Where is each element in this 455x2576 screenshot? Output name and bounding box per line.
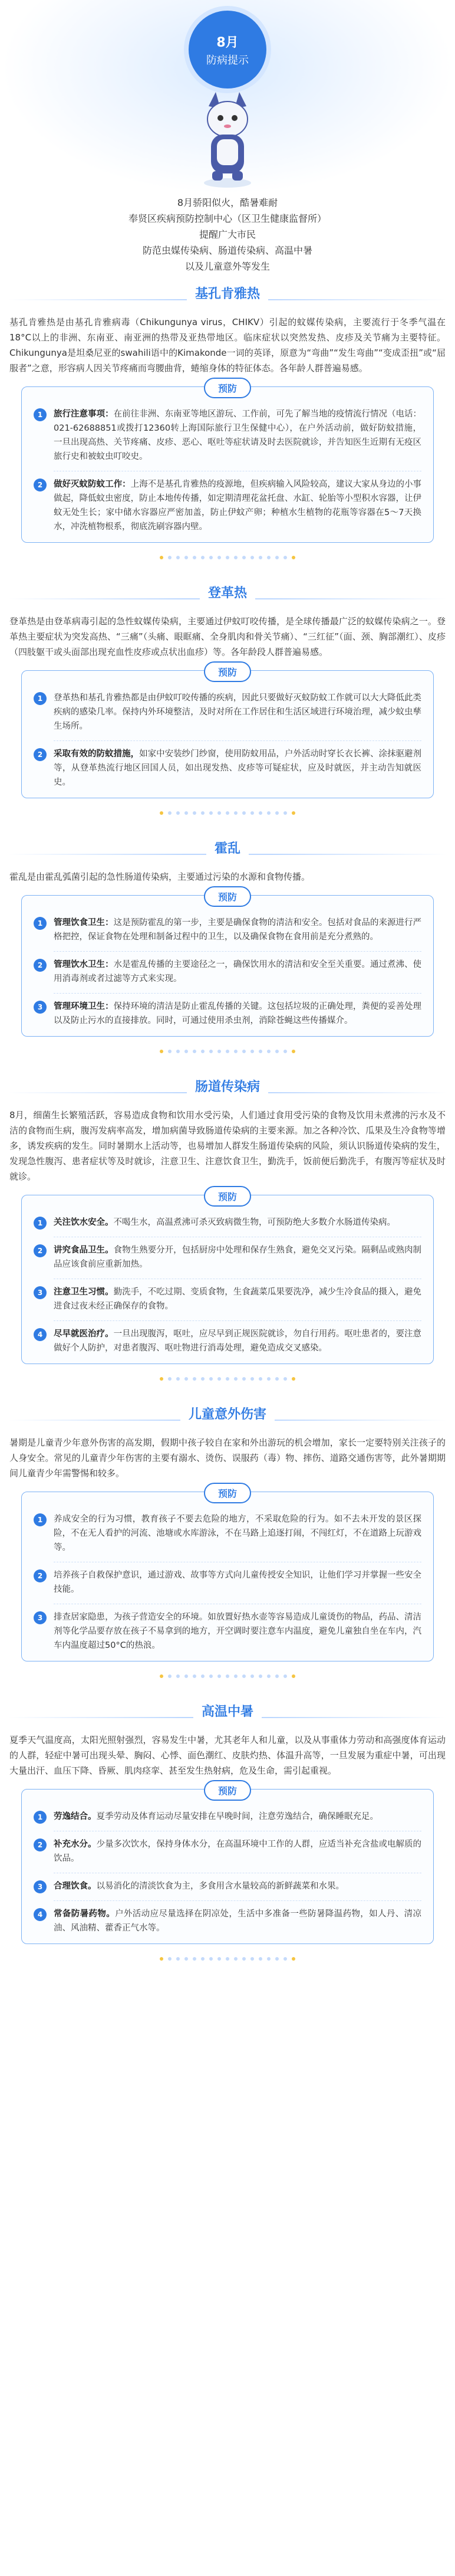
item-key: 注意卫生习惯。 — [54, 1287, 114, 1297]
item-key: 关注饮水安全。 — [54, 1218, 114, 1227]
hero-text — [0, 195, 455, 274]
item-number-icon: 1 — [34, 408, 47, 421]
prevention-box — [21, 892, 434, 1037]
section-title: 儿童意外伤害 — [180, 1403, 275, 1427]
prevention-item — [34, 916, 421, 944]
prevention-item — [34, 407, 421, 464]
item-key: 管理环境卫生： — [54, 1002, 114, 1011]
section-title: 霍乱 — [206, 837, 249, 861]
section — [8, 573, 447, 829]
prevention-item — [34, 1327, 421, 1355]
prevention-tag: 预防 — [204, 378, 251, 398]
prevention-tag: 预防 — [204, 1186, 251, 1207]
item-number-icon: 1 — [34, 917, 47, 930]
prevention-item — [34, 1512, 421, 1555]
item-text — [54, 1327, 421, 1355]
mascot-illustration — [194, 89, 261, 189]
item-number-icon: 2 — [34, 479, 47, 491]
prevention-list — [34, 1215, 421, 1355]
section-title: 肠道传染病 — [187, 1076, 268, 1099]
item-number-icon: 4 — [34, 1328, 47, 1341]
item-number-icon: 2 — [34, 1244, 47, 1257]
item-body: 在前往非洲、东南亚等地区游玩、工作前，可先了解当地的疫情流行情况（电话：021-62688851或拨打12360转上海国际旅行卫生保健中心），在户外活动前，做好防蚊措施，一旦出现高热、关节疼痛、皮疹、恶心、呕吐等症状请及时去医院就诊，并告知医生近期有无疫区旅行史和被蚊虫叮咬史。 — [54, 409, 422, 461]
item-divider — [54, 1320, 421, 1321]
item-text — [54, 1879, 344, 1893]
section — [8, 1067, 447, 1395]
section-divider-dots — [8, 556, 447, 559]
prevention-item — [34, 1610, 421, 1653]
item-number-icon: 2 — [34, 748, 47, 761]
item-body: 登革热和基孔肯雅热都是由伊蚊叮咬传播的疾病，因此只要做好灭蚊防蚊工作就可以大大降低此类疾病的感染几率。保持内外环境整洁，及时对所在工作居住和生活区域进行环境治理，减少蚊虫孳生场所。 — [54, 693, 421, 731]
item-key: 常备防暑药物。 — [54, 1909, 116, 1919]
item-key: 合理饮食。 — [54, 1882, 97, 1891]
prevention-list — [34, 407, 421, 534]
item-key: 管理饮水卫生： — [54, 960, 114, 969]
prevention-item — [34, 1810, 421, 1824]
item-body: 户外活动应尽量选择在阴凉处，生活中多准备一些防暑降温药物，如人丹、清凉油、风油精、藿香正气水等。 — [54, 1909, 421, 1933]
section-intro: 基孔肯雅热是由基孔肯雅病毒（Chikungunya virus，CHIKV）引起的蚊媒传染病，主要流行于冬季气温在18°C以上的非洲、东南亚、南亚洲的热带及亚热带地区。临床症状以突然发热、皮疹及关节痛为主要特征。Chikungunya是坦桑尼亚的swahili语中的Kimakonde一词的英译，原意为“弯曲”“发生弯曲”“变成歪扭”或“屈服者”之意，形容病人因关节疼痛而弯腰曲背，蜷缩身体的特征体态。各年龄人群普遍易感。 — [9, 317, 446, 373]
item-key: 尽早就医治疗。 — [54, 1329, 114, 1339]
section-title-bar — [8, 1076, 447, 1099]
section-divider-dots — [8, 1674, 447, 1678]
prevention-list — [34, 691, 421, 789]
section-intro: 夏季天气温度高，太阳光照射强烈，容易发生中暑，尤其老年人和儿童，以及从事重体力劳动和高强度体育运动的人群，轻症中暑可出现头晕、胸闷、心悸、面色潮红、皮肤灼热、体温升高等，一旦发展为重症中暑，可出现大量出汗、血压下降、昏厥、肌肉痉挛、甚至发生热射病，危及生命，需引起重视。 — [9, 1735, 446, 1776]
hero-line: 提醒广大市民 — [199, 229, 256, 240]
section-intro: 暑期是儿童青少年意外伤害的高发期，假期中孩子较自在家和外出游玩的机会增加，家长一定要特别关注孩子的人身安全。常见的儿童青少年伤害的主要有溺水、烫伤、误服药（毒）物、摔伤、道路交通伤害等，此外暑期期间儿童青少年需警惕和较多。 — [9, 1437, 446, 1479]
item-number-icon: 3 — [34, 1001, 47, 1014]
prevention-item — [34, 1285, 421, 1313]
item-number-icon: 3 — [34, 1286, 47, 1299]
item-body: 上海不是基孔肯雅热的疫源地，但疾病输入风险较高，建议大家从身边的小事做起，降低蚊虫密度，防止本地传传播，如定期清理花盆托盘、水缸、轮胎等小型积水容器，让伊蚊无处生长；家中储水容器应严密加盖，防止伊蚊产卵；种植水生植物的花瓶等容器在5～7天换水，冲洗植物根系，彻底洗刷容器内壁。 — [54, 480, 421, 532]
item-key: 采取有效的防蚊措施， — [54, 749, 140, 759]
item-body: 勤洗手，不吃过期、变质食物，生食蔬菜瓜果要洗净，减少生冷食品的摄入，避免进食过夜未经正确保存的食物。 — [54, 1287, 422, 1311]
prevention-item — [34, 1837, 421, 1866]
item-body: 不喝生水，高温煮沸可杀灭致病微生物，可预防绝大多数介水肠道传染病。 — [113, 1218, 395, 1227]
item-body: 夏季劳动及体育运动尽量安排在早晚时间，注意劳逸结合，确保睡眠充足。 — [96, 1812, 378, 1821]
section-title: 基孔肯雅热 — [187, 283, 268, 306]
hero-line: 奉贤区疾病预防控制中心（区卫生健康监督所） — [128, 213, 327, 224]
month-badge — [189, 11, 266, 89]
item-number-icon: 1 — [34, 1513, 47, 1526]
section-divider-dots — [8, 1377, 447, 1381]
item-body: 水是霍乱传播的主要途径之一，确保饮用水的清洁和安全至关重要。通过煮沸、使用消毒剂或者过滤等方式来实现。 — [54, 960, 422, 984]
section — [8, 829, 447, 1067]
prevention-box — [21, 1191, 434, 1364]
item-number-icon: 1 — [34, 1811, 47, 1824]
item-number-icon: 2 — [34, 959, 47, 972]
hero-header — [0, 0, 455, 195]
item-number-icon: 2 — [34, 1838, 47, 1851]
item-body: 保持环境的清洁是防止霍乱传播的关键。这包括垃圾的正确处理，粪便的妥善处理以及防止污水的直接排放。同时，可通过使用杀虫剂，消除苍蝇这些传播媒介。 — [54, 1002, 422, 1025]
item-number-icon: 3 — [34, 1880, 47, 1893]
prevention-item — [34, 1879, 421, 1893]
prevention-item — [34, 1243, 421, 1271]
hero-line: 以及儿童意外等发生 — [184, 261, 270, 272]
item-text — [54, 1907, 421, 1935]
item-text — [54, 1610, 421, 1653]
badge-month: 8月 — [216, 35, 239, 50]
hero-line: 8月骄阳似火，酷暑难耐 — [177, 197, 278, 208]
section-intro: 8月，细菌生长繁殖活跃，容易造成食物和饮用水受污染，人们通过食用受污染的食物及饮用未煮沸的污水及不洁的食物而生病，腹泻发病率高发，增加病菌导致肠道传染病的主要来源。加之各种冷饮、瓜果及生冷食物等增多，诱发疾病的发生。同时暑期水上活动等，也易增加人群发生肠道传染病的风险，须认识肠道传染病的发生，发现急性腹泻、患者症状等及时就诊，注意卫生、注意饮食卫生，勤洗手，饭前便后勤洗手，有腹泻等症状及时就诊。 — [9, 1110, 446, 1182]
section — [8, 1692, 447, 1975]
section-title-bar — [8, 1700, 447, 1724]
section — [8, 274, 447, 573]
item-text — [54, 477, 421, 534]
item-body: 少量多次饮水，保持身体水分，在高温环境中工作的人群，应适当补充含盐或电解质的饮品。 — [54, 1840, 421, 1863]
prevention-list — [34, 1810, 421, 1935]
prevention-box — [21, 383, 434, 543]
item-number-icon: 1 — [34, 1217, 47, 1230]
item-number-icon: 1 — [34, 692, 47, 705]
prevention-tag: 预防 — [204, 1780, 251, 1801]
prevention-item — [34, 747, 421, 789]
prevention-item — [34, 1568, 421, 1597]
item-body: 以易消化的清淡饮食为主，多食用含水量较高的新鲜蔬菜和水果。 — [96, 1882, 344, 1891]
item-key: 管理饮食卫生： — [54, 918, 114, 928]
item-number-icon: 2 — [34, 1569, 47, 1582]
item-key: 旅行注意事项： — [54, 409, 114, 419]
prevention-box — [21, 1785, 434, 1944]
prevention-list — [34, 916, 421, 1028]
prevention-box — [21, 667, 434, 798]
item-body: 养成安全的行为习惯，教育孩子不要去危险的地方，不采取危险的行为。如不去未开发的景区探险，不在无人看护的河流、池塘或水库游泳，不在马路上追逐打闹，不闯红灯，不在道路上玩游戏等。 — [54, 1515, 421, 1552]
item-body: 一旦出现腹泻，呕吐，应尽早到正规医院就诊，勿自行用药。呕吐患者的，要注意做好个人防护，对患者腹泻、呕吐物进行消毒处理，避免造成交叉感染。 — [54, 1329, 422, 1353]
item-body: 如家中安装纱门纱窗，使用防蚊用品，户外活动时穿长衣长裤、涂抹驱避剂等，从登革热流行地区回国人员，如出现发热、皮疹等可疑症状，应及时就医，并主动告知就医史。 — [54, 749, 422, 787]
prevention-tag: 预防 — [204, 661, 251, 682]
item-text — [54, 958, 421, 986]
section-divider-dots — [8, 1957, 447, 1961]
item-text — [54, 1837, 421, 1866]
item-text — [54, 407, 421, 464]
section-title-bar — [8, 1403, 447, 1427]
item-text — [54, 1810, 378, 1824]
item-body: 排查居家隐患，为孩子营造安全的环境。如放置好热水壶等容易造成儿童烫伤的物品，药品、清洁剂等化学品要存放在孩子不易拿到的地方，开空调时要注意车内温度，避免儿童独自坐在车内，汽车内温度超过50°C的热浪。 — [54, 1613, 421, 1650]
item-text — [54, 1243, 421, 1271]
prevention-tag: 预防 — [204, 1483, 251, 1503]
item-divider — [54, 1900, 421, 1901]
prevention-item — [34, 999, 421, 1028]
section-title-bar — [8, 283, 447, 306]
section-divider-dots — [8, 811, 447, 815]
section-divider-dots — [8, 1050, 447, 1053]
section — [8, 1395, 447, 1692]
item-divider — [54, 740, 421, 741]
section-title: 登革热 — [200, 582, 255, 605]
item-number-icon: 4 — [34, 1908, 47, 1921]
item-text — [54, 747, 421, 789]
section-title-bar — [8, 582, 447, 605]
prevention-item — [34, 1907, 421, 1935]
item-key: 讲究食品卫生。 — [54, 1246, 114, 1255]
section-title-bar — [8, 837, 447, 861]
prevention-item — [34, 958, 421, 986]
prevention-item — [34, 691, 421, 733]
item-body: 这是预防霍乱的第一步，主要是确保食物的清洁和安全。包括对食品的来源进行严格把控，保证食物在处理和制备过程中的卫生，以及确保食物在食用前是充分煮熟的。 — [54, 918, 422, 942]
item-divider — [54, 993, 421, 994]
prevention-tag: 预防 — [204, 886, 251, 907]
item-key: 补充水分。 — [54, 1840, 97, 1849]
item-text — [54, 916, 421, 944]
prevention-list — [34, 1512, 421, 1653]
prevention-item — [34, 1215, 421, 1230]
item-body: 食物生熟要分开，包括厨房中处理和保存生熟食，避免交叉污染。隔剩品或熟肉制品应该食前应重新加热。 — [54, 1246, 422, 1269]
item-body: 培养孩子自救保护意识，通过游戏、故事等方式向儿童传授安全知识，让他们学习并掌握一些安全技能。 — [54, 1571, 421, 1594]
item-number-icon: 3 — [34, 1611, 47, 1624]
section-intro: 登革热是由登革病毒引起的急性蚊媒传染病，主要通过伊蚊叮咬传播，是全球传播最广泛的蚊媒传染病之一。登革热主要症状为突发高热、“三痛”（头痛、眼眶痛、全身肌肉和骨关节痛）、“三红征”（面、颈、胸部潮红）、皮疹（四肢躯干或头面部出现充血性皮疹或点状出血疹）等。各年龄段人群普遍易感。 — [9, 616, 446, 657]
item-key: 做好灭蚊防蚊工作： — [54, 480, 131, 489]
prevention-box — [21, 1488, 434, 1661]
badge-title: 防病提示 — [206, 54, 249, 67]
item-text — [54, 999, 421, 1028]
item-key: 劳逸结合。 — [54, 1812, 97, 1821]
sections-container — [0, 274, 455, 1975]
item-text — [54, 1512, 421, 1555]
prevention-item — [34, 477, 421, 534]
item-text — [54, 1215, 395, 1230]
item-divider — [54, 951, 421, 952]
section-title: 高温中暑 — [193, 1700, 262, 1724]
item-text — [54, 691, 421, 733]
section-intro: 霍乱是由霍乱弧菌引起的急性肠道传染病，主要通过污染的水源和食物传播。 — [9, 871, 311, 882]
hero-line: 防范虫媒传染病、肠道传染病、高温中暑 — [142, 245, 312, 256]
item-text — [54, 1568, 421, 1597]
item-text — [54, 1285, 421, 1313]
